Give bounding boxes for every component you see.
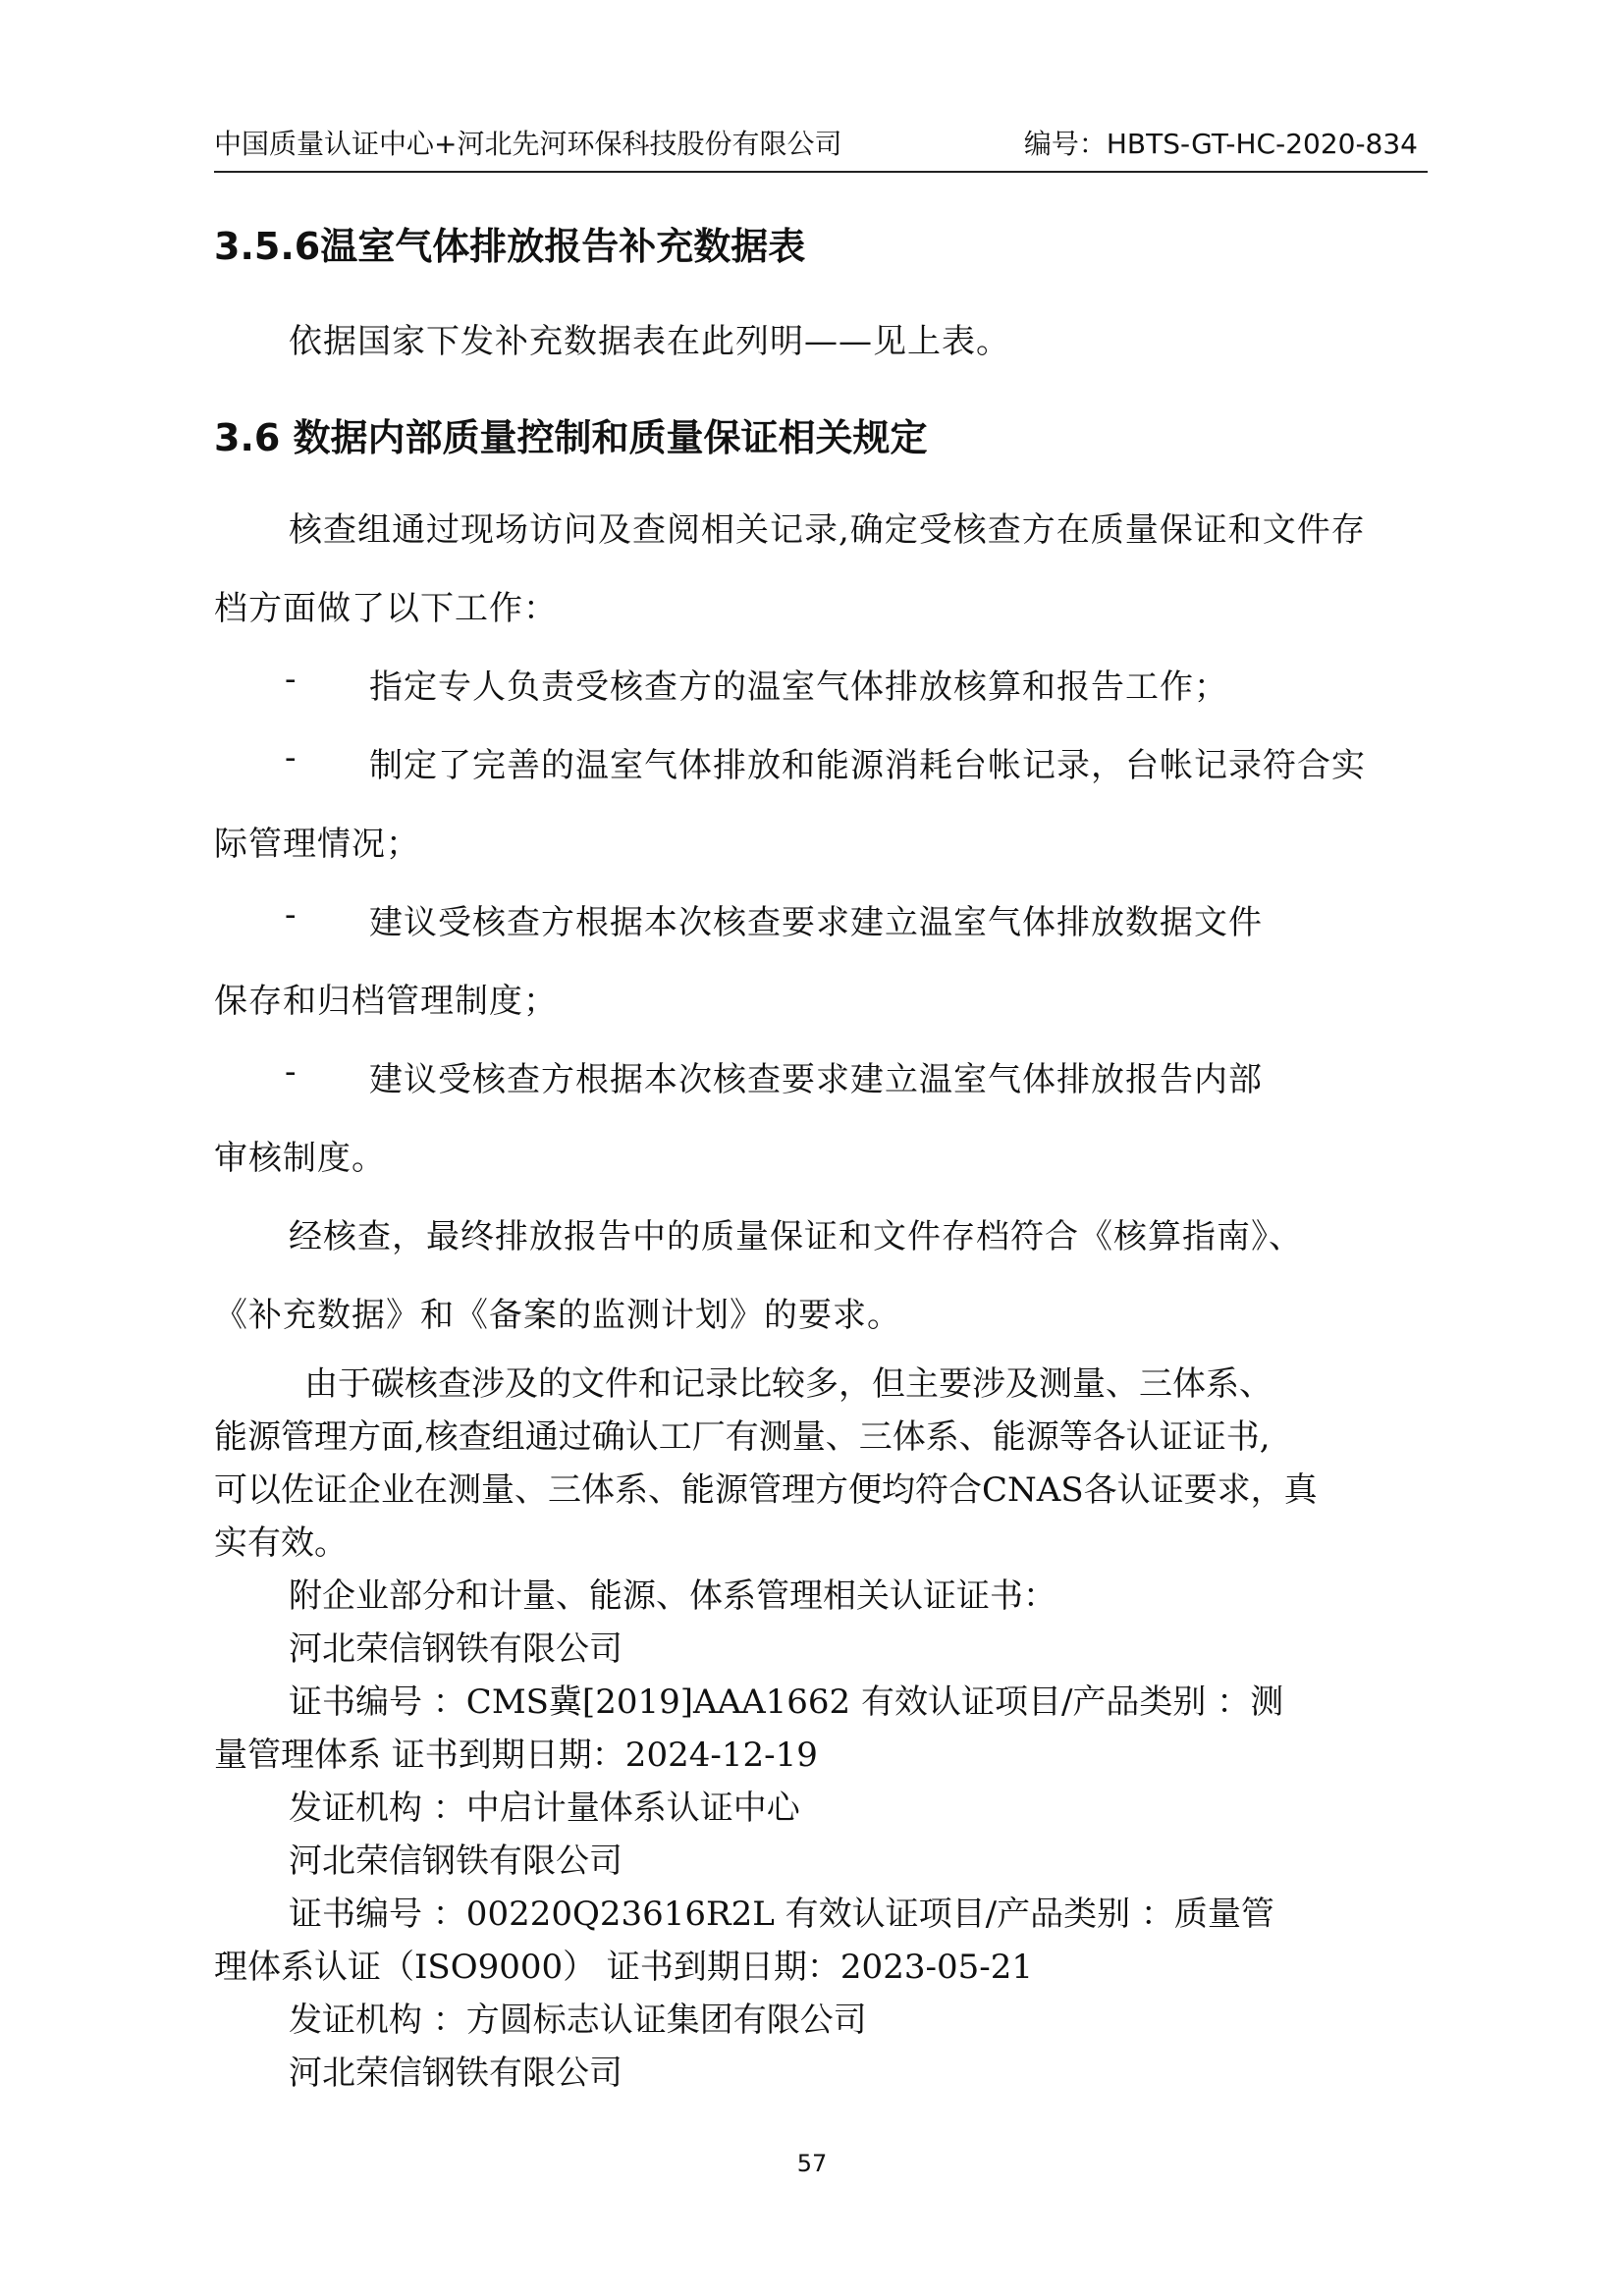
header-doc-number: 编号：HBTS-GT-HC-2020-834	[1023, 128, 1418, 160]
certificate-issuer: 发证机构 ：方圆标志认证集团有限公司	[289, 2001, 867, 2040]
bullet-marker: -	[285, 1052, 297, 1092]
certificate-company: 河北荣信钢铁有限公司	[289, 1629, 623, 1669]
certificate-expiry: 理体系认证（ISO9000） 证书到期日期：2023-05-21	[214, 1948, 1033, 1987]
header-rule	[214, 171, 1428, 173]
certificate-number: 证书编号 ：00220Q23616R2L 有效认证项目/产品类别 ：质量管	[289, 1895, 1274, 1934]
certificate-expiry: 量管理体系 证书到期日期：2024-12-19	[214, 1735, 818, 1775]
paragraph-line: 可以佐证企业在测量、三体系、能源管理方便均符合CNAS各认证要求，真	[214, 1470, 1318, 1510]
bullet-text: 建议受核查方根据本次核查要求建立温室气体排放数据文件	[369, 903, 1263, 942]
bullet-text-continued: 际管理情况；	[214, 825, 420, 864]
certificate-number: 证书编号 ：CMS冀[2019]AAA1662 有效认证项目/产品类别 ：测	[289, 1682, 1284, 1722]
bullet-marker: -	[285, 738, 297, 777]
bullet-text: 指定专人负责受核查方的温室气体排放核算和报告工作；	[369, 667, 1228, 707]
certificate-issuer: 发证机构 ：中启计量体系认证中心	[289, 1789, 800, 1828]
paragraph-line: 能源管理方面,核查组通过确认工厂有测量、三体系、能源等各认证证书,	[214, 1417, 1271, 1457]
header-org: 中国质量认证中心+河北先河环保科技股份有限公司	[214, 128, 842, 160]
certificate-company: 河北荣信钢铁有限公司	[289, 1842, 623, 1881]
section-heading: 3.6 数据内部质量控制和质量保证相关规定	[214, 416, 928, 459]
bullet-text: 制定了完善的温室气体排放和能源消耗台帐记录，台帐记录符合实	[369, 746, 1366, 785]
paragraph-line: 实有效。	[214, 1523, 348, 1563]
page-number: 57	[796, 2150, 828, 2177]
paragraph-line: 档方面做了以下工作：	[214, 589, 558, 628]
paragraph-line: 核查组通过现场访问及查阅相关记录,确定受核查方在质量保证和文件存	[289, 510, 1366, 550]
bullet-text-continued: 保存和归档管理制度；	[214, 982, 558, 1021]
paragraph-line: 《补充数据》和《备案的监测计划》的要求。	[214, 1296, 901, 1335]
bullet-text-continued: 审核制度。	[214, 1139, 386, 1178]
bullet-marker: -	[285, 895, 297, 934]
paragraph-line: 由于碳核查涉及的文件和记录比较多，但主要涉及测量、三体系、	[304, 1364, 1272, 1404]
paragraph: 依据国家下发补充数据表在此列明——见上表。	[289, 322, 1010, 361]
bullet-text: 建议受核查方根据本次核查要求建立温室气体排放报告内部	[369, 1060, 1263, 1099]
attachment-intro: 附企业部分和计量、能源、体系管理相关认证证书：	[289, 1576, 1056, 1616]
certificate-company: 河北荣信钢铁有限公司	[289, 2054, 623, 2093]
section-heading: 3.5.6温室气体排放报告补充数据表	[214, 225, 806, 268]
paragraph-line: 经核查，最终排放报告中的质量保证和文件存档符合《核算指南》、	[289, 1217, 1303, 1256]
bullet-marker: -	[285, 660, 297, 699]
